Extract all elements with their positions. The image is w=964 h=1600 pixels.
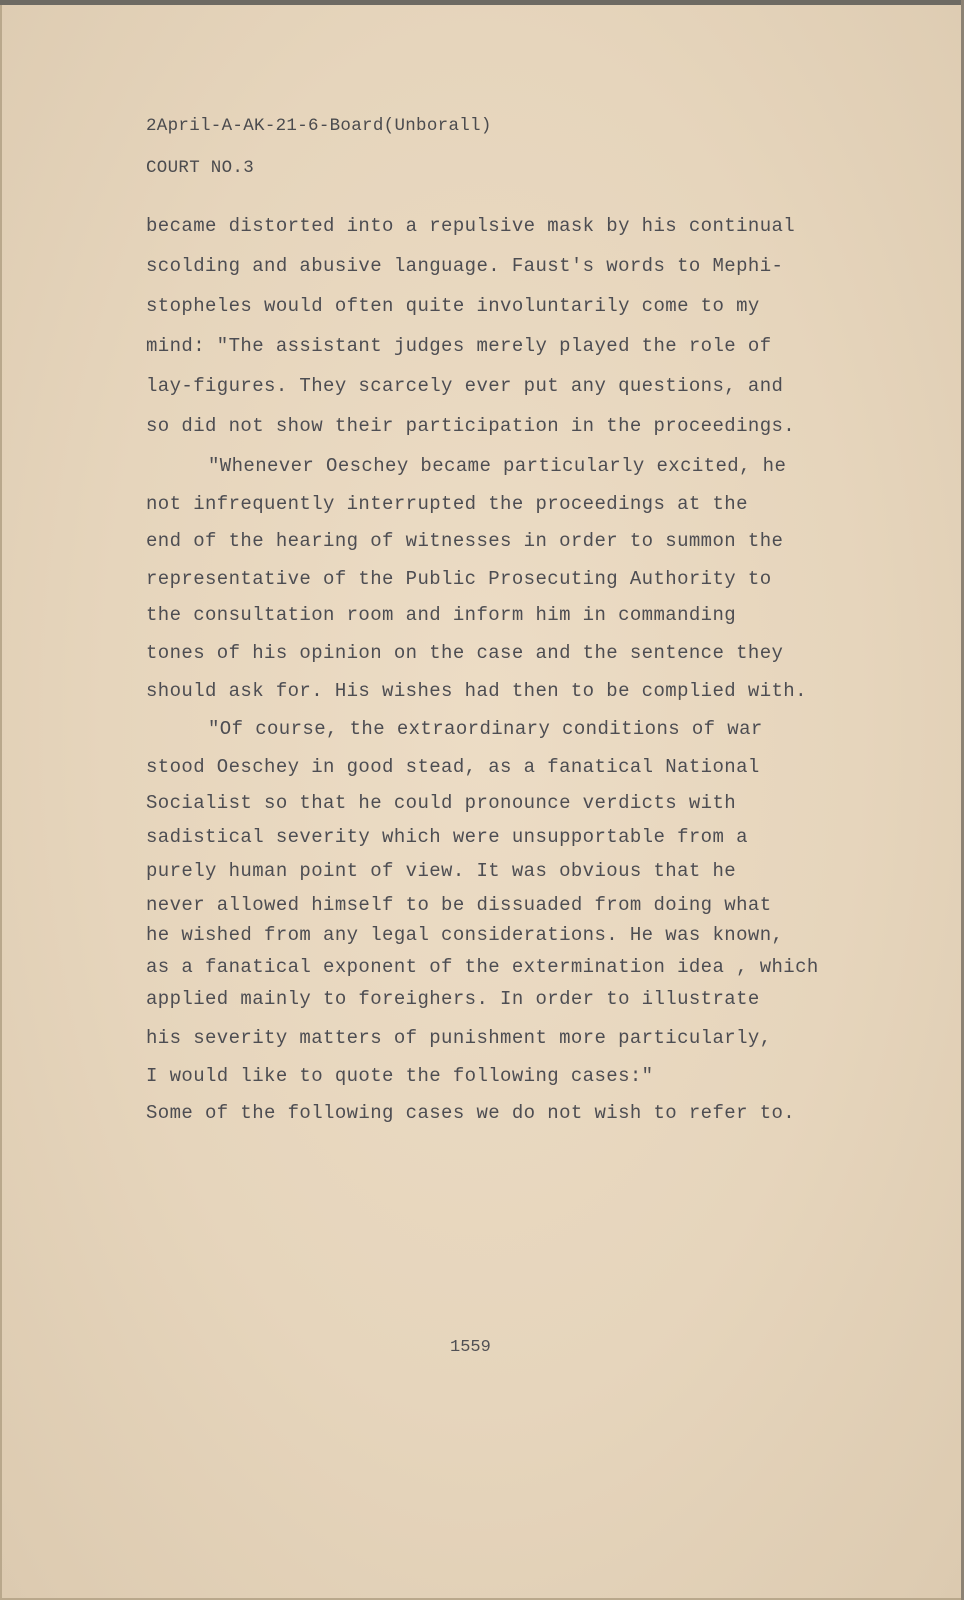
body-line: as a fanatical exponent of the extermination idea , which — [146, 956, 819, 978]
body-line: never allowed himself to be dissuaded from doing what — [146, 894, 772, 916]
body-line: mind: "The assistant judges merely played the role of — [146, 335, 772, 357]
body-line: Some of the following cases we do not wish to refer to. — [146, 1102, 796, 1124]
body-line: "Of course, the extraordinary conditions of war — [208, 718, 763, 740]
court-number: COURT NO.3 — [146, 158, 255, 178]
body-line: stopheles would often quite involuntarily come to my — [146, 295, 760, 317]
body-line: his severity matters of punishment more particularly, — [146, 1027, 772, 1049]
body-line: end of the hearing of witnesses in order to summon the — [146, 530, 784, 552]
page-top-edge — [0, 0, 964, 5]
body-line: tones of his opinion on the case and the sentence they — [146, 642, 784, 664]
body-line: the consultation room and inform him in commanding — [146, 604, 737, 626]
body-line: should ask for. His wishes had then to be complied with. — [146, 680, 807, 702]
body-line: so did not show their participation in the proceedings. — [146, 415, 796, 437]
docket-header: 2April-A-AK-21-6-Board(Unborall) — [146, 116, 492, 136]
body-line: "Whenever Oeschey became particularly excited, he — [208, 455, 787, 477]
body-line: applied mainly to foreighers. In order to illustrate — [146, 988, 760, 1010]
body-line: he wished from any legal considerations. He was known, — [146, 924, 784, 946]
body-line: lay-figures. They scarcely ever put any questions, and — [146, 375, 784, 397]
body-line: purely human point of view. It was obvious that he — [146, 860, 737, 882]
body-line: sadistical severity which were unsupportable from a — [146, 826, 748, 848]
body-line: became distorted into a repulsive mask by his continual — [146, 215, 796, 237]
body-line: I would like to quote the following cases:" — [146, 1065, 654, 1087]
body-line: Socialist so that he could pronounce verdicts with — [146, 792, 737, 814]
body-line: representative of the Public Prosecuting Authority to — [146, 568, 772, 590]
body-line: stood Oeschey in good stead, as a fanatical National — [146, 756, 760, 778]
page-number: 1559 — [450, 1338, 491, 1357]
body-line: not infrequently interrupted the proceedings at the — [146, 493, 748, 515]
body-line: scolding and abusive language. Faust's words to Mephi- — [146, 255, 784, 277]
